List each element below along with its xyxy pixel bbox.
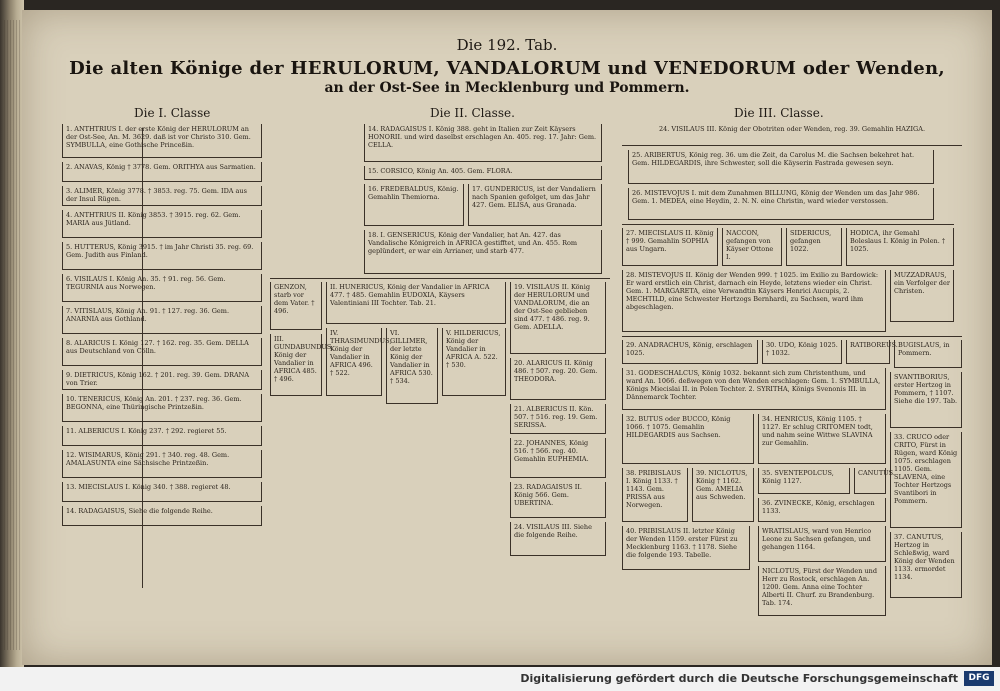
king-entry: 5. HUTTERUS, König 3915. † im Jahr Christi 35. reg. 69. Gem. Judith aus Finland.	[62, 242, 262, 270]
tab-number: Die 192. Tab.	[456, 36, 558, 54]
king-entry: NACCON, gefangen von Käyser Ottone I.	[722, 228, 782, 266]
footer-credit: Digitalisierung gefördert durch die Deutsche Forschungsgemeinschaft	[520, 672, 958, 685]
king-entry: 17. GUNDERICUS, ist der Vandaliern nach Spanien gefolget, um das Jahr 427. Gem. ELISA, aus Granada.	[468, 184, 602, 226]
king-entry: 6. VISILAUS I. König An. 35. † 91. reg. 56. Gem. TEGURNIA aus Norwegen.	[62, 274, 262, 302]
king-entry: 40. PRIBISLAUS II. letzter König der Wenden 1159. erster Fürst zu Mecklenburg 1163. † 1178. Siehe die folgende 193. Tabelle.	[622, 526, 750, 570]
king-entry: RATIBOREUS.	[846, 340, 890, 364]
king-entry: 26. MISTEVOJUS I. mit dem Zunahmen BILLUNG, König der Wenden um das Jahr 986. Gem. 1. MEDEA, eine Heydin, 2. N. N. eine Christin, ward wieder verstossen.	[628, 188, 934, 220]
king-entry: 18. I. GENSERICUS, König der Vandalier, hat An. 427. das Vandalische Königreich in AFRICA gestifftet, und An. 455. Rom geplündert, er war ein Arrianer, und starb 477.	[364, 230, 602, 274]
king-entry: SVANTIBORIUS, erster Hertzog in Pommern, † 1107. Siehe die 197. Tab.	[890, 372, 962, 428]
king-entry: SIDERICUS, gefangen 1022.	[786, 228, 842, 266]
king-entry: 9. DIETRICUS, König 162. † 201. reg. 39. Gem. DRANA von Trier.	[62, 370, 262, 390]
king-entry: 1. ANTHTRIUS I. der erste König der HERULORUM an der Ost-See, An. M. 3629. daß ist vor Christo 310. Gem. SYMBULLA, eine Gothische Princeßin.	[62, 124, 262, 158]
king-entry: 20. ALARICUS II. König 486. † 507. reg. 20. Gem. THEODORA.	[510, 358, 606, 400]
king-entry: 3. ALIMER, König 3778. † 3853. reg. 75. Gem. IDA aus der Insul Rügen.	[62, 186, 262, 206]
king-entry: 34. HENRICUS, König 1105. † 1127. Er schlug CRITOMEN todt, und nahm seine Wittwe SLAVINA zur Gemahlin.	[758, 414, 886, 464]
king-entry: 10. TENERICUS, König An. 201. † 237. reg. 36. Gem. BEGONNA, eine Thüringische Printzeßin.	[62, 394, 262, 422]
king-entry: NICLOTUS, Fürst der Wenden und Herr zu Rostock, erschlagen An. 1200. Gem. Anna eine Tochter Alberti II. Churf. zu Brandenburg. Tab. 174.	[758, 566, 886, 616]
king-entry: 7. VITISLAUS, König An. 91. † 127. reg. 36. Gem. ANARNIA aus Gothland.	[62, 306, 262, 334]
king-entry: 29. ANADRACHUS, König, erschlagen 1025.	[622, 340, 758, 364]
king-entry: 4. ANTHTRIUS II. König 3853. † 3915. reg. 62. Gem. MARIA aus Jütland.	[62, 210, 262, 238]
king-entry: 22. JOHANNES, König 516. † 566. reg. 40. Gemahlin EUPHEMIA.	[510, 438, 606, 478]
king-entry: 23. RADAGAISUS II. König 566. Gem. UBERTINA.	[510, 482, 606, 518]
page-title: Die alten Könige der HERULORUM, VANDALORUM und VENEDORUM oder Wenden,	[69, 58, 945, 79]
king-entry: VI. GILLIMER, der letzte König der Vandalier in AFRICA 530. † 534.	[386, 328, 438, 404]
king-entry: 37. CANUTUS, Hertzog in Schleßwig, ward König der Wenden 1133. ermordet 1134.	[890, 532, 962, 598]
branch-line	[622, 336, 962, 337]
king-entry: 39. NICLOTUS, König † 1162. Gem. AMELIA aus Schweden.	[692, 468, 754, 522]
column-head-2: Die II. Classe.	[430, 106, 515, 120]
column-head-3: Die III. Classe.	[734, 106, 824, 120]
king-entry: MUZZADRAUS, ein Verfolger der Christen.	[890, 270, 954, 322]
king-entry: 14. RADAGAISUS I. König 388. geht in Italien zur Zeit Käysers HONORII. und wird daselbst erschlagen An. 405. reg. 17. Jahr: Gem. CELLA.	[364, 124, 602, 162]
column-head-1: Die I. Classe	[134, 106, 211, 120]
king-entry: 30. UDO, König 1025. † 1032.	[762, 340, 842, 364]
king-entry: 38. PRIBISLAUS I. König 1133. † 1143. Gem. PRISSA aus Norwegen.	[622, 468, 688, 522]
king-entry: 36. ZVINECKE, König, erschlagen 1133.	[758, 498, 886, 522]
king-entry: 14. RADAGAISUS, Siehe die folgende Reihe.	[62, 506, 262, 526]
branch-line	[622, 224, 954, 225]
king-entry: 25. ARIBERTUS, König reg. 36. um die Zeit, da Carolus M. die Sachsen bekehret hat. Gem. HILDEGARDIS, ihre Schwester, soll die Käyserin Fastrada gewesen seyn.	[628, 150, 934, 184]
king-entry: 24. VISILAUS III. Siehe die folgende Reihe.	[510, 522, 606, 556]
king-entry: 33. CRUCO oder CRITO, Fürst in Rügen, ward König 1075. erschlagen 1105. Gem. SLAVENA, eine Tochter Hertzogs Svantibori in Pommern.	[890, 432, 962, 528]
page-edges	[4, 20, 22, 650]
king-entry: CANUTUS.	[854, 468, 886, 494]
book-spine	[0, 0, 24, 667]
king-entry: HODICA, ihr Gemahl Boleslaus I. König in Polen. † 1025.	[846, 228, 954, 266]
king-entry: 28. MISTEVOJUS II. König der Wenden 999. † 1025. im Exilio zu Bardowick: Er ward erstlich ein Christ, darnach ein Heyde, letztens wieder ein Christ. Gem. 1. MARGARETA, eine Verwandtin Käysers Henrici Aucupis, 2. MECHTILD, eine Schwester Hertzogs Bernhardi, zu Sachsen, ward ihm abgeschlagen.	[622, 270, 886, 332]
king-entry: II. HUNERICUS, König der Vandalier in AFRICA 477. † 485. Gemahlin EUDOXIA, Käysers Valentiniani III Tochter. Tab. 21.	[326, 282, 506, 324]
branch-line	[270, 278, 610, 279]
king-entry: BUGISLAUS, in Pommern.	[894, 340, 962, 368]
king-entry: 32. BUTUS oder BUCCO, König 1066. † 1075. Gemahlin HILDEGARDIS aus Sachsen.	[622, 414, 754, 464]
king-entry: 8. ALARICUS I. König 127. † 162. reg. 35. Gem. DELLA aus Deutschland von Cölln.	[62, 338, 262, 366]
king-entry: IV. THRASIMUNDUS, König der Vandalier in AFRICA 496. † 522.	[326, 328, 382, 396]
king-entry: 19. VISILAUS II. König der HERULORUM und VANDALORUM, die an der Ost-See geblieben sind 477. † 486. reg. 9. Gem. ADELLA.	[510, 282, 606, 354]
king-entry: WRATISLAUS, ward von Henrico Leone zu Sachsen gefangen, und gehangen 1164.	[758, 526, 886, 562]
king-entry: 15. CORSICO, König An. 405. Gem. FLORA.	[364, 166, 602, 180]
king-entry: 13. MIECISLAUS I. König 340. † 388. regieret 48.	[62, 482, 262, 502]
king-entry: 11. ALBERICUS I. König 237. † 292. regieret 55.	[62, 426, 262, 446]
king-entry: V. HILDERICUS, König der Vandalier in AFRICA A. 522. † 530.	[442, 328, 506, 396]
dfg-logo: DFG	[964, 671, 994, 686]
king-entry: 12. WISIMARUS, König 291. † 340. reg. 48. Gem. AMALASUNTA eine Sächsische Printzeßin.	[62, 450, 262, 478]
page-subtitle: an der Ost-See in Mecklenburg und Pommern.	[324, 80, 690, 96]
king-entry: 21. ALBERICUS II. Kön. 507. † 516. reg. 19. Gem. SERISSA.	[510, 404, 606, 434]
king-entry: 31. GODESCHALCUS, König 1032. bekannt sich zum Christenthum, und ward An. 1066. deßwegen von den Wenden erschlagen: Gem. 1. SYMBULLA, Königs Miecislai II. in Polen Tochter. 2. SYRITHA, Königs Svenonis III. in Dännemarck Tochter.	[622, 368, 886, 410]
king-entry: GENZON, starb vor dem Vater. † 496.	[270, 282, 322, 330]
book-page	[22, 10, 992, 665]
king-entry: 2. ANAVAS, König † 3778. Gem. ORITHYA aus Sarmatien.	[62, 162, 262, 182]
king-entry: 16. FREDEBALDUS, König. Gemahlin Themiorna.	[364, 184, 464, 226]
king-entry: 27. MIECISLAUS II. König † 999. Gemahlin SOPHIA aus Ungarn.	[622, 228, 718, 266]
king-entry: 24. VISILAUS III. König der Obotriten oder Wenden, reg. 39. Gemahlin HAZIGA.	[622, 124, 962, 146]
king-entry: 35. SVENTEPOLCUS, König 1127.	[758, 468, 850, 494]
footer-bar	[0, 667, 1000, 691]
king-entry: III. GUNDABUNDUS, König der Vandalier in AFRICA 485. † 496.	[270, 334, 322, 396]
